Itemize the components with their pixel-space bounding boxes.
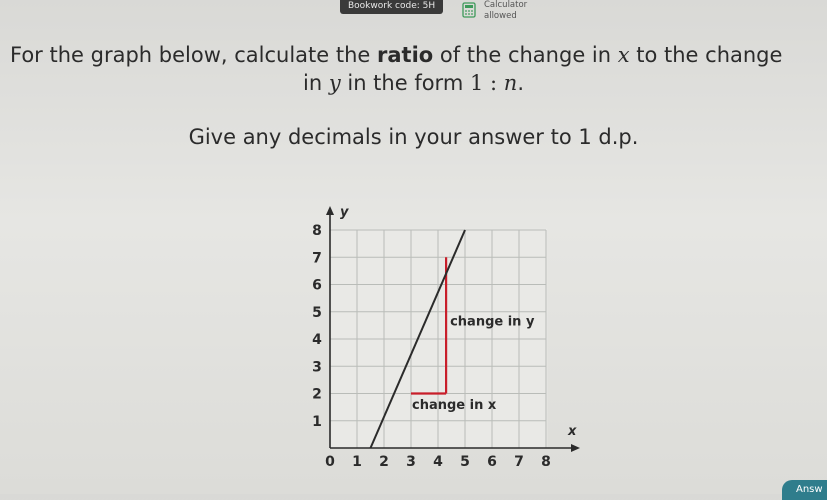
question-text: For the graph below, calculate the bbox=[10, 43, 378, 67]
question-text: of the change in bbox=[433, 43, 618, 67]
ratio-form-colon: : bbox=[483, 71, 504, 95]
question-text: . bbox=[517, 71, 524, 95]
bookwork-code: Bookwork code: 5H bbox=[340, 0, 443, 14]
y-axis-arrow-icon bbox=[326, 206, 334, 215]
x-tick-label: 2 bbox=[379, 454, 389, 470]
question-text: in the form bbox=[340, 71, 470, 95]
variable-y: y bbox=[328, 71, 341, 95]
calculator-label: Calculator bbox=[484, 0, 528, 10]
y-tick-label: 8 bbox=[312, 223, 322, 239]
y-tick-label: 2 bbox=[312, 386, 322, 403]
plot-area bbox=[330, 229, 547, 448]
answer-tab[interactable]: Answ bbox=[782, 480, 827, 500]
x-tick-label: 0 bbox=[325, 454, 335, 470]
x-tick-label: 7 bbox=[514, 454, 524, 470]
ratio-form-n: n bbox=[503, 71, 518, 95]
y-tick-label: 3 bbox=[312, 359, 322, 376]
change-in-y-label: change in y bbox=[450, 314, 535, 330]
ratio-form-one: 1 bbox=[469, 71, 484, 95]
y-tick-label: 5 bbox=[312, 304, 322, 321]
x-tick-label: 3 bbox=[406, 454, 416, 470]
y-tick-label: 4 bbox=[312, 332, 322, 348]
x-tick-label: 8 bbox=[541, 454, 551, 470]
variable-x: x bbox=[617, 43, 630, 67]
x-axis-arrow-icon bbox=[571, 444, 580, 452]
y-tick-label: 1 bbox=[312, 413, 322, 430]
x-tick-label: 1 bbox=[352, 454, 362, 470]
change-in-x-label: change in x bbox=[412, 398, 497, 414]
ratio-keyword: ratio bbox=[377, 43, 434, 67]
calculator-allowed-label: allowed bbox=[484, 11, 517, 21]
x-tick-label: 5 bbox=[460, 454, 470, 470]
graph-grid bbox=[330, 229, 547, 448]
y-tick-label: 7 bbox=[312, 250, 322, 267]
question-text: in bbox=[302, 71, 329, 95]
question-text: to the change bbox=[629, 43, 783, 67]
x-tick-label: 6 bbox=[487, 454, 497, 470]
x-axis-label: x bbox=[568, 424, 577, 439]
question-line-3: Give any decimals in your answer to 1 d.p. bbox=[188, 125, 639, 149]
y-axis-label: y bbox=[340, 205, 349, 220]
y-tick-label: 6 bbox=[312, 277, 322, 294]
x-tick-label: 4 bbox=[433, 454, 443, 470]
